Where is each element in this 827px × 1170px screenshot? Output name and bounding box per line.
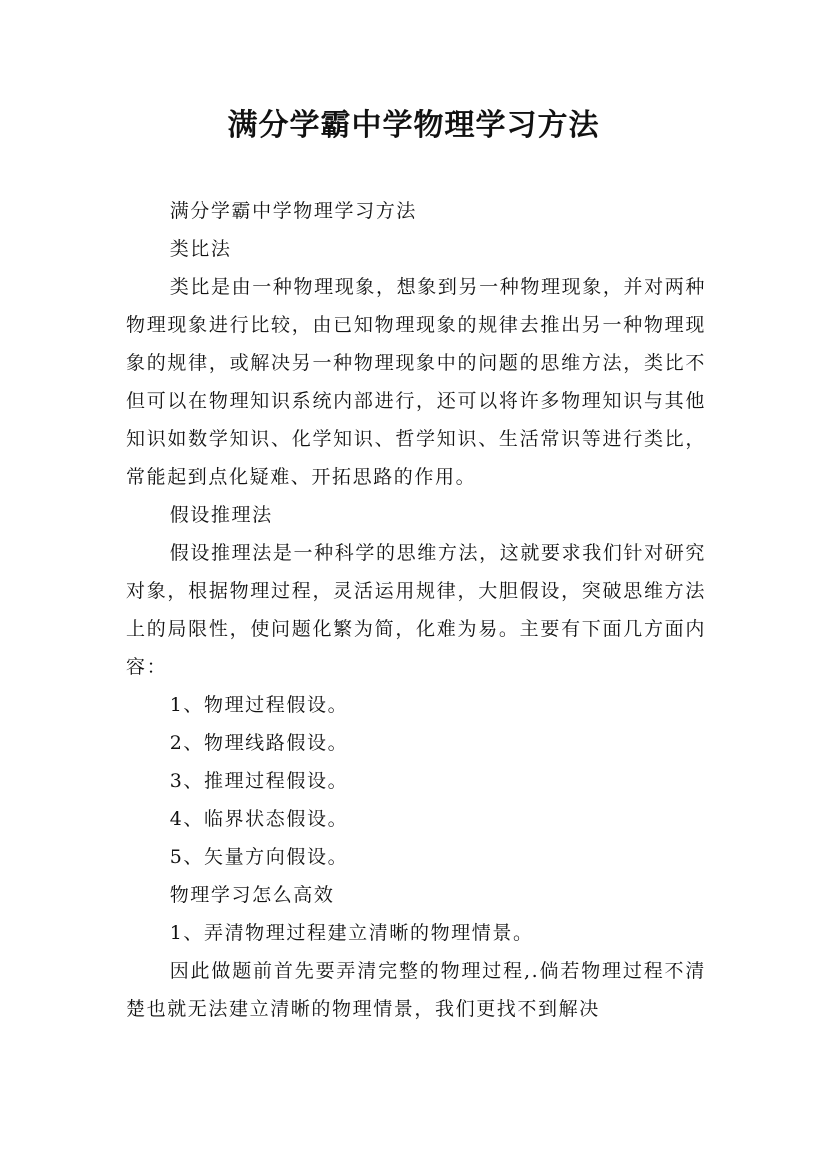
- section-heading-analogy: 类比法: [169, 238, 232, 260]
- list-item: 1、弄清物理过程建立清晰的物理情景。: [169, 922, 534, 944]
- list-item: 1、物理过程假设。: [169, 694, 349, 716]
- list-item: 3、推理过程假设。: [169, 770, 349, 792]
- section-heading-efficiency: 物理学习怎么高效: [169, 884, 335, 906]
- document-body: [126, 192, 706, 1028]
- list-item: 2、物理线路假设。: [169, 732, 349, 754]
- section-heading-hypothesis: 假设推理法: [169, 504, 273, 526]
- document-title: 满分学霸中学物理学习方法: [227, 108, 600, 143]
- paragraph-heading: 满分学霸中学物理学习方法: [169, 200, 417, 222]
- list-item: 4、临界状态假设。: [169, 808, 349, 830]
- paragraph-hypothesis: 假设推理法是一种科学的思维方法，这就要求我们针对研究对象，根据物理过程，灵活运用规律，大胆假设，突破思维方法上的局限性，使问题化繁为简，化难为易。主要有下面几方面内容：: [126, 542, 706, 678]
- paragraph-process: 因此做题前首先要弄清完整的物理过程,.倘若物理过程不清楚也就无法建立清晰的物理情景，我们更找不到解决: [126, 960, 706, 1020]
- list-item: 5、矢量方向假设。: [169, 846, 349, 868]
- paragraph-analogy: 类比是由一种物理现象，想象到另一种物理现象，并对两种物理现象进行比较，由已知物理现象的规律去推出另一种物理现象的规律，或解决另一种物理现象中的问题的思维方法，类比不但可以在物理知识系统内部进行，还可以将许多物理知识与其他知识如数学知识、化学知识、哲学知识、生活常识等进行类比，常能起到点化疑难、开拓思路的作用。: [126, 276, 706, 488]
